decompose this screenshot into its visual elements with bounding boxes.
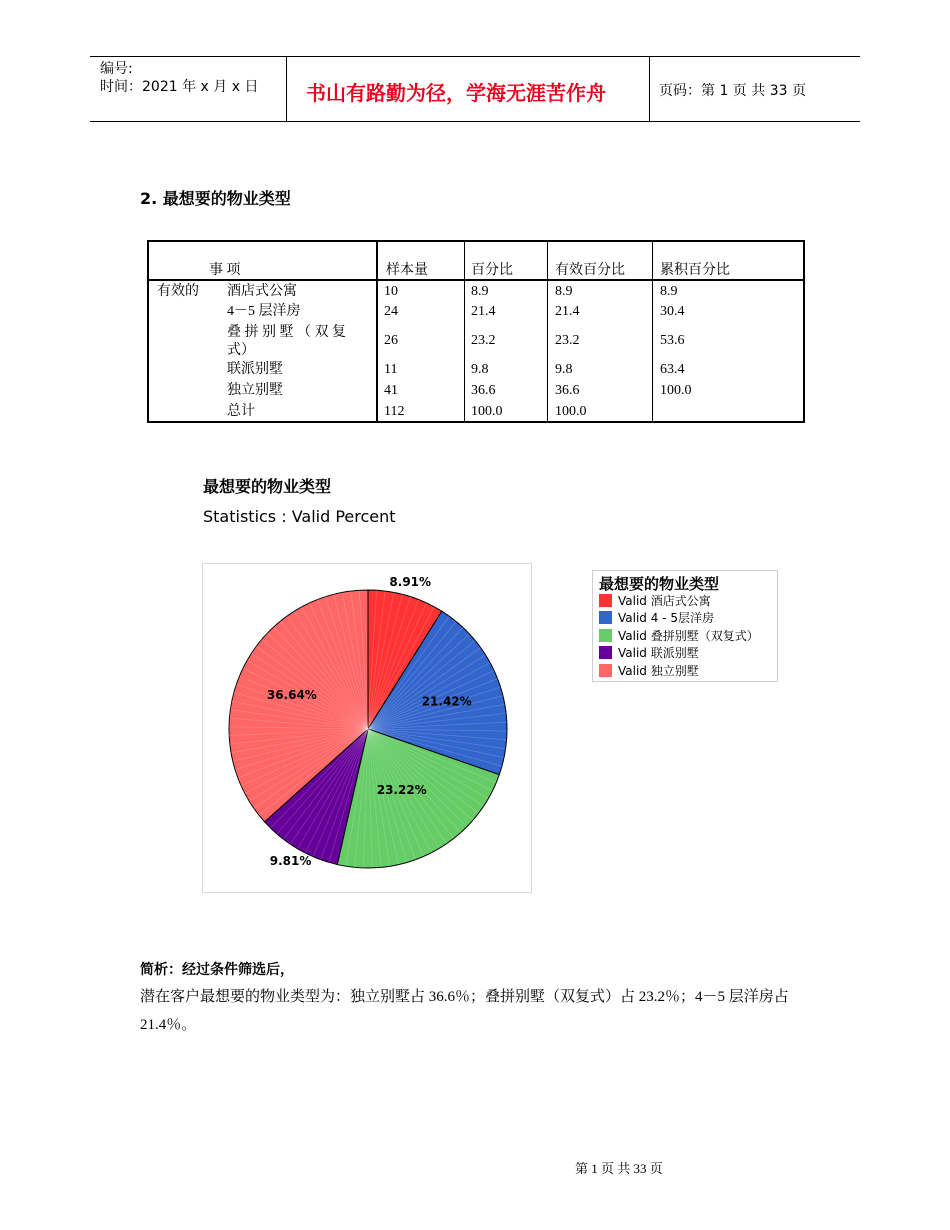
table-cell-cumulative: 30.4 — [660, 304, 685, 319]
legend-swatch — [599, 611, 612, 624]
table-row-label: 酒店式公寓 — [227, 284, 297, 299]
table-row-label: 独立别墅 — [227, 383, 283, 398]
table-divider — [547, 242, 548, 421]
header-number-label: 编号: — [100, 61, 133, 77]
pie-slice-label: 8.91% — [389, 575, 432, 590]
table-cell-valid: 8.9 — [555, 284, 573, 299]
table-cell-sample: 11 — [384, 362, 398, 377]
table-row-label-continued: 式） — [227, 343, 255, 358]
analysis-text: 潜在客户最想要的物业类型为：独立别墅占 36.6％；叠拼别墅（双复式）占 23.2％；4－5 层洋房占 21.4％。 — [140, 989, 789, 1033]
section-title: 2. 最想要的物业类型 — [140, 189, 291, 208]
table-cell-sample: 24 — [384, 304, 398, 319]
legend-label: Valid 联派别墅 — [618, 646, 699, 660]
table-row-label: 总计 — [227, 404, 255, 419]
table-cell-sample: 112 — [384, 404, 405, 419]
pie-chart-panel — [202, 563, 532, 893]
table-cell-cumulative: 63.4 — [660, 362, 685, 377]
table-cell-cumulative: 53.6 — [660, 333, 685, 348]
pie-chart — [203, 564, 531, 892]
table-group-label: 有效的 — [157, 284, 199, 299]
table-header-percent: 百分比 — [471, 263, 513, 278]
table-cell-valid: 36.6 — [555, 383, 580, 398]
pie-slice-label: 9.81% — [269, 853, 312, 868]
table-header-cumulative: 累积百分比 — [660, 263, 730, 278]
table-cell-valid: 23.2 — [555, 333, 580, 348]
legend-item — [599, 645, 699, 661]
legend-item — [599, 593, 711, 609]
legend-label: Valid 酒店式公寓 — [618, 594, 711, 608]
table-cell-percent: 21.4 — [471, 304, 496, 319]
header-motto: 书山有路勤为径，学海无涯苦作舟 — [306, 81, 606, 105]
chart-title: 最想要的物业类型 — [203, 477, 332, 496]
table-header-item: 事 项 — [209, 263, 241, 278]
table-divider — [464, 242, 465, 421]
pie-slice-label: 36.64% — [266, 688, 317, 703]
legend-item — [599, 663, 699, 679]
pie-slice-label: 21.42% — [421, 694, 472, 709]
pie-slice-label: 23.22% — [376, 782, 427, 797]
legend-label: Valid 叠拼别墅（双复式） — [618, 629, 759, 643]
header-bottom-rule — [90, 121, 860, 122]
chart-subtitle: Statistics : Valid Percent — [203, 507, 396, 526]
table-cell-percent: 100.0 — [471, 404, 503, 419]
legend-label: Valid 4 - 5层洋房 — [618, 611, 714, 625]
table-cell-cumulative: 8.9 — [660, 284, 678, 299]
table-cell-cumulative: 100.0 — [660, 383, 692, 398]
table-divider — [652, 242, 653, 421]
header-page-info: 页码：第 1 页 共 33 页 — [659, 83, 806, 99]
table-header-valid-percent: 有效百分比 — [555, 263, 625, 278]
table-divider — [376, 242, 378, 421]
header-divider-left — [286, 56, 287, 121]
table-row-label: 联派别墅 — [227, 362, 283, 377]
chart-legend — [592, 570, 778, 682]
table-row-label: 叠 拼 别 墅 （ 双 复 — [227, 325, 346, 340]
table-row-label: 4－5 层洋房 — [227, 304, 301, 319]
legend-swatch — [599, 664, 612, 677]
table-cell-sample: 26 — [384, 333, 398, 348]
legend-label: Valid 独立别墅 — [618, 664, 699, 678]
page-footer: 第 1 页 共 33 页 — [575, 1161, 663, 1176]
legend-swatch — [599, 594, 612, 607]
table-cell-valid: 9.8 — [555, 362, 573, 377]
table-cell-percent: 8.9 — [471, 284, 489, 299]
table-cell-valid: 21.4 — [555, 304, 580, 319]
table-header-sample: 样本量 — [386, 263, 428, 278]
analysis-heading: 简析：经过条件筛选后， — [140, 962, 294, 978]
legend-title: 最想要的物业类型 — [599, 575, 720, 593]
legend-item — [599, 628, 759, 644]
table-cell-valid: 100.0 — [555, 404, 587, 419]
table-cell-sample: 41 — [384, 383, 398, 398]
table-cell-percent: 9.8 — [471, 362, 489, 377]
frequency-table — [147, 240, 805, 423]
header-top-rule — [90, 56, 860, 57]
legend-swatch — [599, 646, 612, 659]
header-time-label: 时间：2021 年 x 月 x 日 — [100, 79, 259, 95]
table-cell-percent: 23.2 — [471, 333, 496, 348]
legend-swatch — [599, 629, 612, 642]
legend-item — [599, 610, 714, 626]
table-cell-sample: 10 — [384, 284, 398, 299]
header-divider-right — [649, 56, 650, 121]
table-cell-percent: 36.6 — [471, 383, 496, 398]
